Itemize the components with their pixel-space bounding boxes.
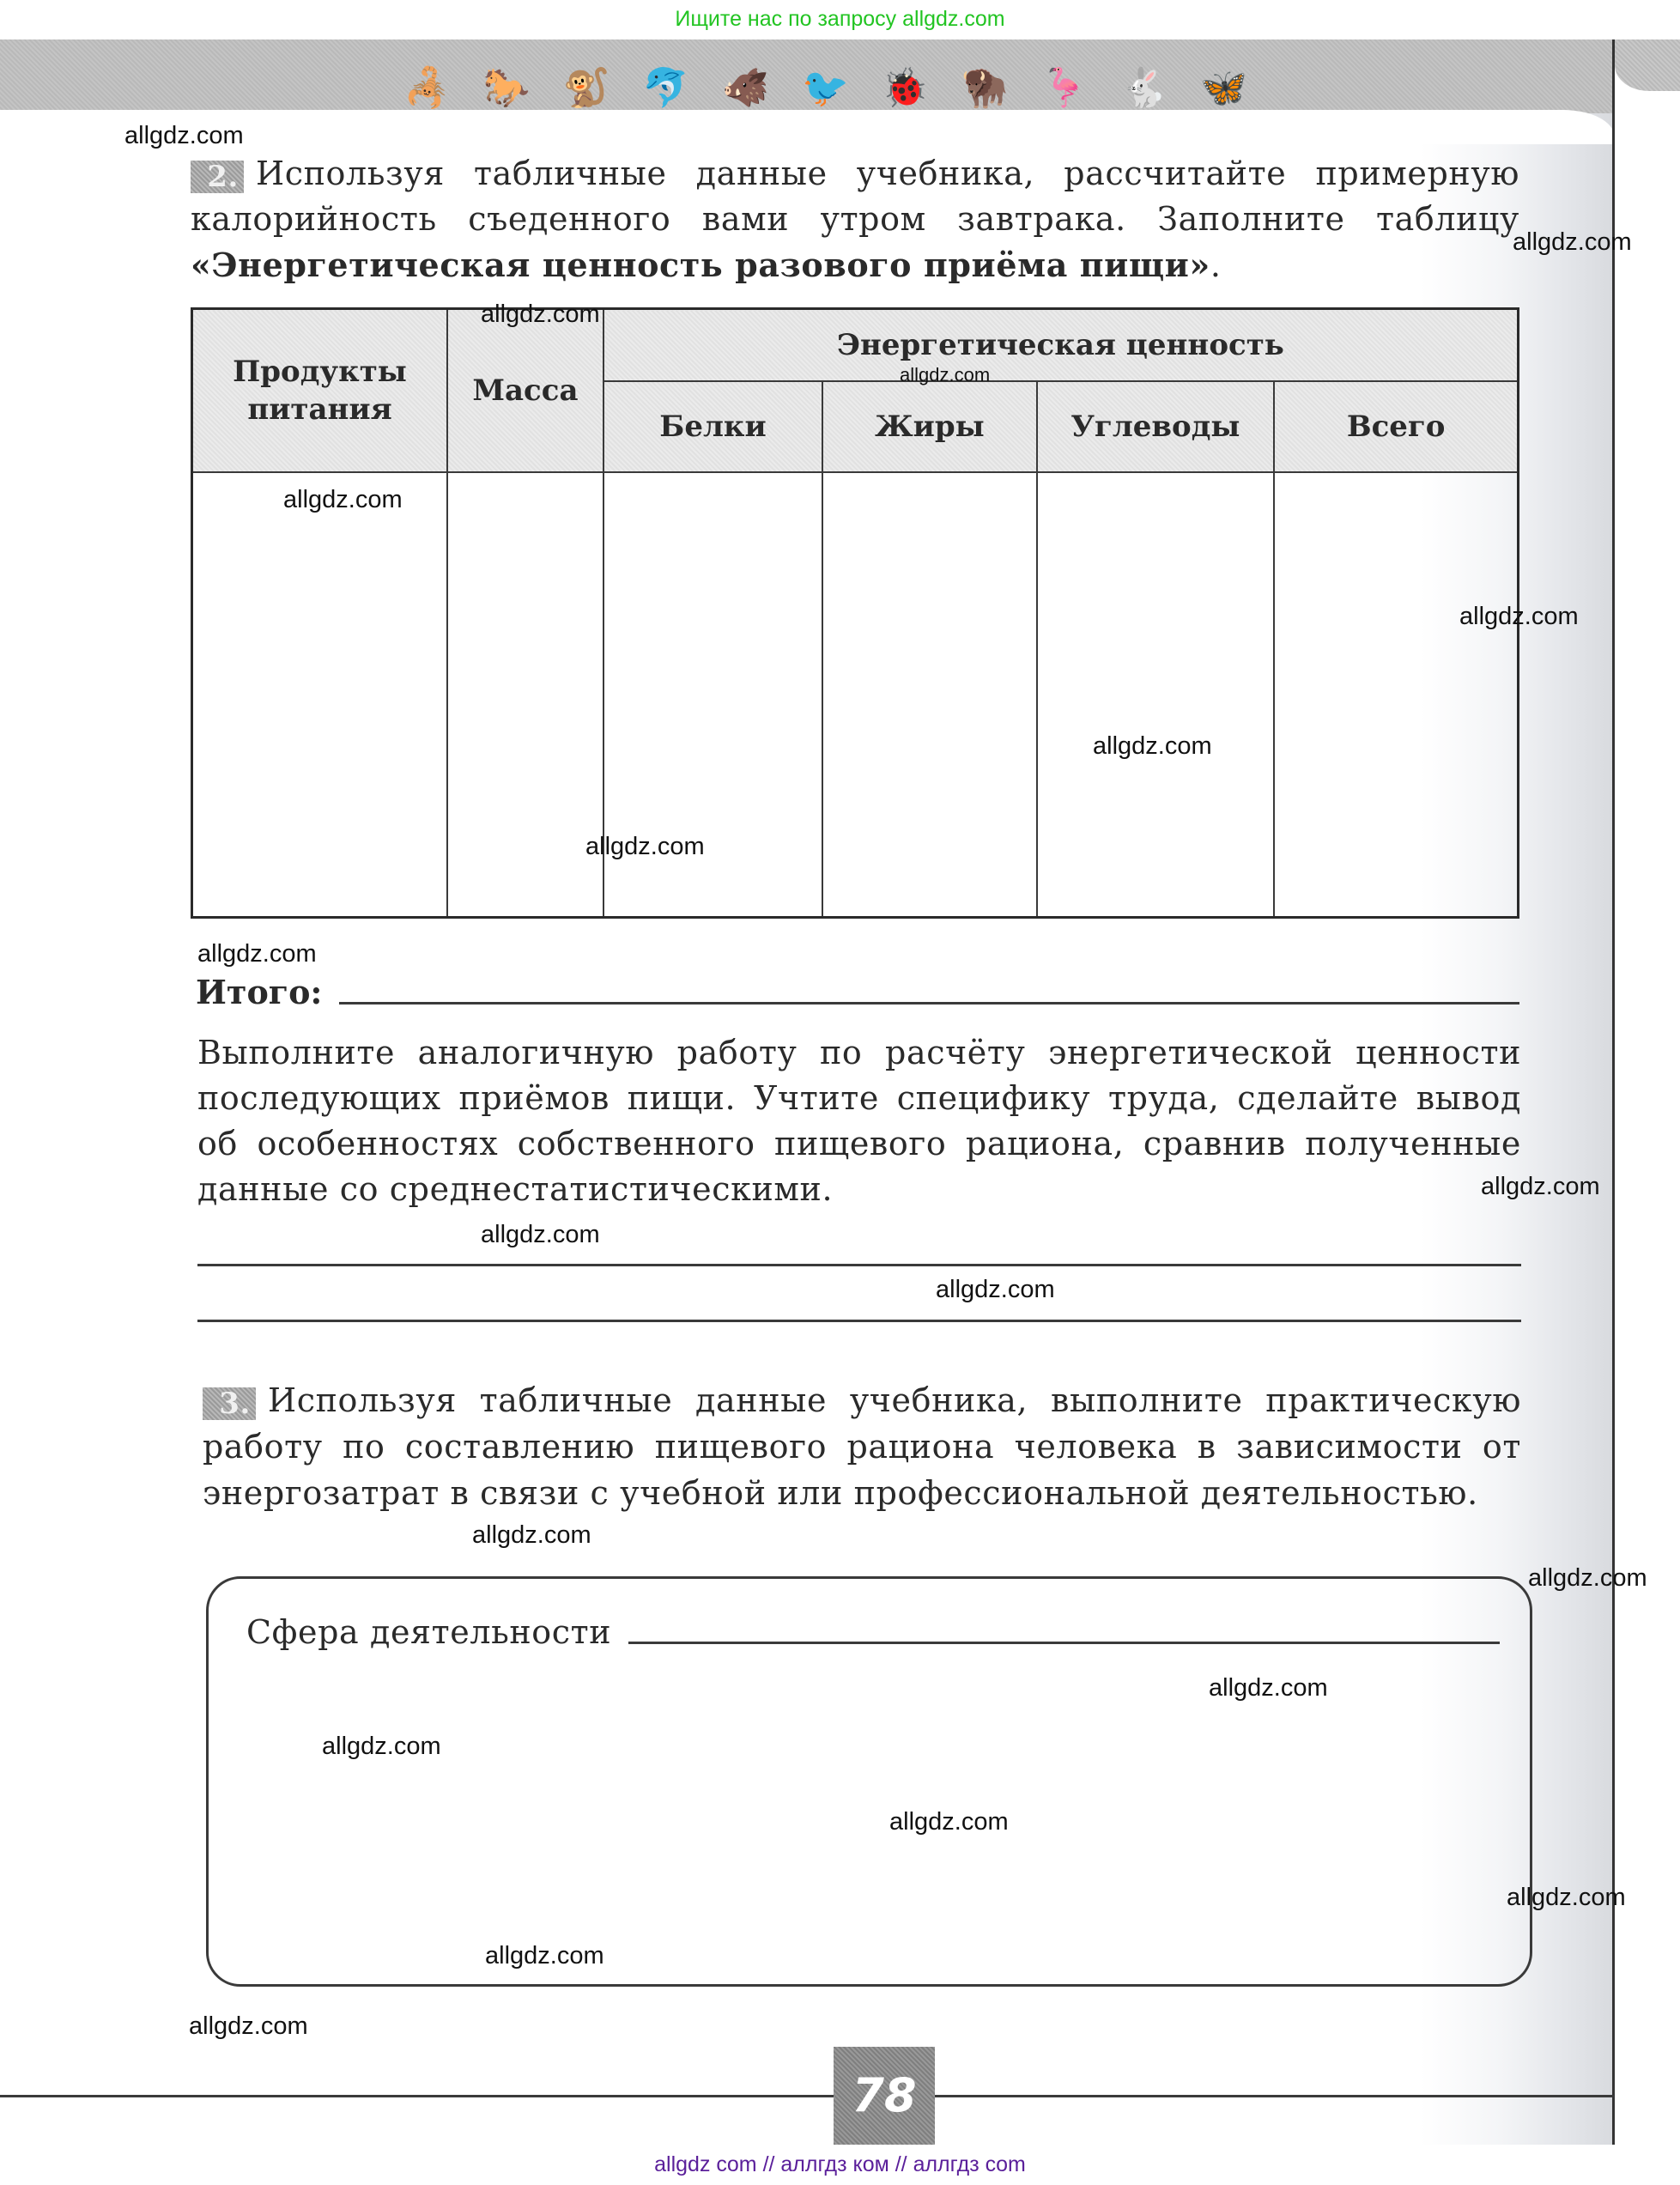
horse-icon: 🐎 — [482, 66, 531, 110]
header-carbs: Углеводы — [1037, 381, 1275, 472]
flamingo-icon: 🦩 — [1040, 66, 1089, 110]
cell-products[interactable] — [192, 472, 448, 918]
adjacent-page-edge — [1612, 39, 1680, 2145]
watermark: allgdz.com — [485, 1942, 604, 1970]
watermark: allgdz.com — [1093, 732, 1212, 760]
watermark: allgdz.com — [1507, 1884, 1626, 1911]
header-mass: Масса — [447, 309, 603, 472]
header-products: Продукты питания — [192, 309, 448, 472]
cell-mass[interactable] — [447, 472, 603, 918]
header-fats: Жиры — [822, 381, 1036, 472]
task-2-text-end: . — [1210, 246, 1222, 284]
hare-icon: 🐇 — [1120, 66, 1168, 110]
watermark: allgdz.com — [472, 1521, 591, 1549]
watermark: allgdz.com — [124, 122, 244, 149]
total-label: Итого: — [196, 973, 323, 1011]
top-banner[interactable]: Ищите нас по запросу allgdz.com — [0, 0, 1680, 39]
watermark: allgdz.com — [283, 486, 403, 513]
dolphin-icon: 🐬 — [642, 66, 690, 110]
butterfly-icon: 🦋 — [1199, 66, 1247, 110]
watermark: allgdz.com — [936, 1276, 1055, 1303]
watermark: allgdz.com — [322, 1733, 441, 1760]
total-field — [196, 973, 1519, 1011]
answer-line-1[interactable] — [197, 1264, 1521, 1266]
cell-total[interactable] — [1274, 472, 1518, 918]
header-energy-value: Энергетическая ценность — [603, 309, 1519, 381]
total-answer-line[interactable] — [339, 1002, 1519, 1004]
task-2-text: Используя табличные данные учебника, рассчитайте примерную калорийность съеденного вами утром завтрака. Заполните таблицу — [191, 155, 1519, 238]
decorative-header-band — [0, 39, 1614, 113]
table-row — [192, 472, 1519, 918]
watermark: allgdz.com — [481, 300, 600, 328]
adjacent-header-band — [1615, 39, 1680, 91]
animal-silhouettes — [403, 65, 1247, 110]
watermark: allgdz.com — [197, 940, 317, 968]
watermark: allgdz.com — [1209, 1674, 1328, 1702]
header-proteins: Белки — [603, 381, 822, 472]
header-total: Всего — [1274, 381, 1518, 472]
task-2-table-title: «Энергетическая ценность разового приёма пищи» — [191, 246, 1210, 284]
activity-sphere-box — [206, 1576, 1532, 1987]
cell-carbs[interactable] — [1037, 472, 1275, 918]
bottom-banner[interactable]: allgdz com // аллгдз ком // аллгдз com — [0, 2145, 1680, 2185]
watermark: allgdz.com — [585, 833, 705, 860]
cell-fats[interactable] — [822, 472, 1036, 918]
page-bottom-rule — [0, 2095, 1614, 2097]
watermark: allgdz.com — [481, 1221, 600, 1248]
task-3-number-badge: 3. — [203, 1387, 256, 1420]
watermark: allgdz.com — [1459, 603, 1579, 630]
bird-icon: 🐦 — [801, 66, 849, 110]
activity-sphere-input-line[interactable] — [628, 1642, 1500, 1644]
task-2-prompt — [191, 151, 1519, 288]
watermark: allgdz.com — [1513, 228, 1632, 256]
activity-sphere-field — [246, 1613, 1500, 1651]
beetle-icon: 🐞 — [881, 66, 929, 110]
monkey-icon: 🐒 — [562, 66, 610, 110]
task-2-number-badge: 2. — [191, 161, 244, 193]
watermark: allgdz.com — [1481, 1173, 1600, 1200]
bison-icon: 🦬 — [961, 66, 1009, 110]
watermark: allgdz.com — [189, 2012, 308, 2040]
watermark: allgdz.com — [900, 364, 991, 385]
followup-instructions: Выполните аналогичную работу по расчёту энергетической ценности последующих приёмов пищи. Учтите специфику труда, сделайте вывод об особенностях собственного пищевого рациона, сравнив полученные данные со среднестатистическими. — [197, 1034, 1521, 1208]
boar-icon: 🐗 — [722, 66, 769, 110]
scorpion-icon: 🦂 — [403, 66, 451, 110]
watermark: allgdz.com — [1528, 1564, 1647, 1592]
answer-line-2[interactable] — [197, 1320, 1521, 1322]
page-number: 78 — [834, 2047, 935, 2145]
activity-sphere-label: Сфера деятельности — [246, 1613, 612, 1651]
task-3-text: Используя табличные данные учебника, выполните практическую работу по составлению пищевого рациона человека в зависимости от энергозатрат в связи с учебной или профессиональной деятельностью. — [203, 1381, 1521, 1512]
task-3-prompt — [203, 1377, 1521, 1516]
energy-value-table — [191, 307, 1519, 919]
watermark: allgdz.com — [889, 1808, 1009, 1836]
